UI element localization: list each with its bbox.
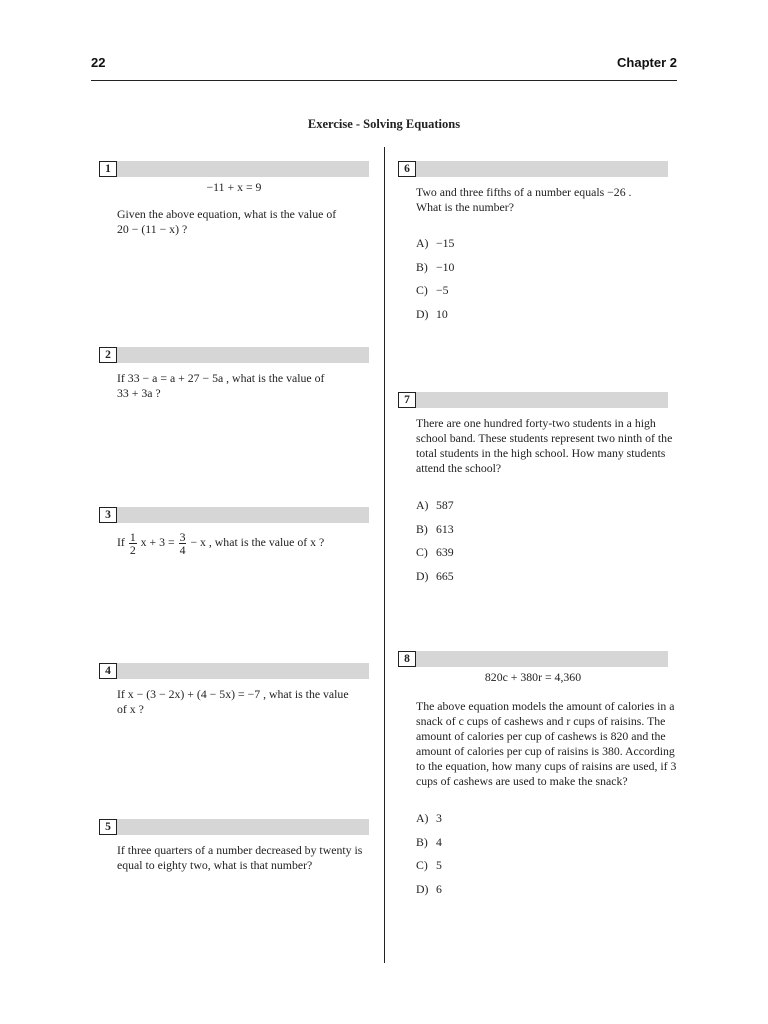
fraction [179,531,187,556]
choice-letter: D) [416,568,429,583]
question-header-bar [99,663,369,679]
question-8 [398,651,677,905]
choice-value: 4 [436,834,442,849]
question-text-prefix: If [117,535,125,550]
question-text-middle: x + 3 = [140,535,175,550]
choice-letter: A) [416,236,429,250]
choice-value: 6 [436,881,442,896]
answer-choice[interactable] [416,811,668,835]
answer-choice[interactable] [416,522,668,546]
question-text-line: 20 − (11 − x) ? [117,222,188,236]
choice-value: 5 [436,858,442,872]
answer-choices [416,498,668,592]
choice-letter: C) [416,545,428,559]
choice-value: 3 [436,811,442,825]
answer-choice[interactable] [416,260,668,284]
question-header-bar [99,507,369,523]
question-text [117,371,369,401]
question-text-line: If 33 − a = a + 27 − 5a , what is the value of [117,371,325,385]
choice-letter: D) [416,306,429,321]
question-number: 2 [99,347,117,363]
question-text-line: If x − (3 − 2x) + (4 − 5x) = −7 , what is the value [117,687,349,701]
fraction [129,531,137,556]
question-number: 3 [99,507,117,523]
fraction-numerator: 1 [129,530,136,544]
question-7 [398,392,673,592]
choice-value: −10 [436,259,455,274]
question-header-bar [398,651,668,667]
equation: 820c + 380r = 4,360 [484,670,582,684]
question-text: The above equation models the amount of calories in a snack of c cups of cashews and r cups of raisins. The amount of calories per cup of cashews is 820 and the amount of calories per cup of raisins is 380. According to the equation, how many cups of raisins are used, if 3 cups of cashews are used to make the snack? [416,699,677,788]
answer-choice[interactable] [416,283,668,307]
choice-value: −15 [436,236,455,250]
answer-choice[interactable] [416,858,668,882]
question-number: 7 [398,392,416,408]
question-header-bar [398,392,668,408]
answer-choice[interactable] [416,882,668,906]
question-text-line: of x ? [117,702,144,716]
question-text-suffix: − x , what is the value of x ? [190,535,325,550]
question-2 [99,347,369,401]
choice-value: 587 [436,498,454,512]
choice-letter: B) [416,834,428,849]
question-number: 5 [99,819,117,835]
question-text-line: 33 + 3a ? [117,386,161,400]
question-number: 4 [99,663,117,679]
page-number: 22 [91,55,106,70]
answer-choices [416,811,668,905]
question-text [117,531,369,556]
choice-value: 10 [436,306,448,321]
question-5 [99,819,369,873]
question-text-line: Two and three fifths of a number equals −26 . [416,185,632,199]
exercise-title: Exercise - Solving Equations [307,117,461,131]
answer-choice[interactable] [416,569,668,593]
fraction-denominator: 2 [129,543,136,557]
choice-letter: B) [416,259,428,274]
question-header-bar [99,347,369,363]
chapter-label: Chapter 2 [617,55,677,70]
choice-value: 613 [436,521,454,536]
question-text [416,185,668,215]
choice-letter: A) [416,811,429,825]
question-text [117,687,369,717]
question-header-bar [99,161,369,177]
question-text-line: Given the above equation, what is the value of [117,207,337,221]
choice-letter: B) [416,521,428,536]
choice-value: −5 [436,283,449,297]
question-header-bar [99,819,369,835]
question-text [117,207,369,237]
choice-letter: A) [416,498,429,512]
question-text: If three quarters of a number decreased by twenty is equal to eighty two, what is that number? [117,843,363,872]
answer-choice[interactable] [416,835,668,859]
fraction-denominator: 4 [179,543,186,557]
question-number: 8 [398,651,416,667]
equation: −11 + x = 9 [206,180,262,194]
question-text: There are one hundred forty-two students in a high school band. These students represent two ninth of the total students in the high school. How many students attend the school? [416,416,673,475]
answer-choice[interactable] [416,307,668,331]
question-text-line: What is the number? [416,200,514,214]
question-number: 1 [99,161,117,177]
question-number: 6 [398,161,416,177]
answer-choice[interactable] [416,545,668,569]
question-1 [99,161,369,237]
answer-choice[interactable] [416,236,668,260]
answer-choice[interactable] [416,498,668,522]
choice-value: 639 [436,545,454,559]
question-3 [99,507,369,556]
question-4 [99,663,369,717]
choice-letter: C) [416,858,428,872]
answer-choices [416,236,668,330]
choice-value: 665 [436,568,454,583]
question-header-bar [398,161,668,177]
question-6 [398,161,668,330]
column-divider [384,147,385,963]
choice-letter: D) [416,881,429,896]
choice-letter: C) [416,283,428,297]
header-rule [91,80,677,81]
fraction-numerator: 3 [179,530,186,544]
